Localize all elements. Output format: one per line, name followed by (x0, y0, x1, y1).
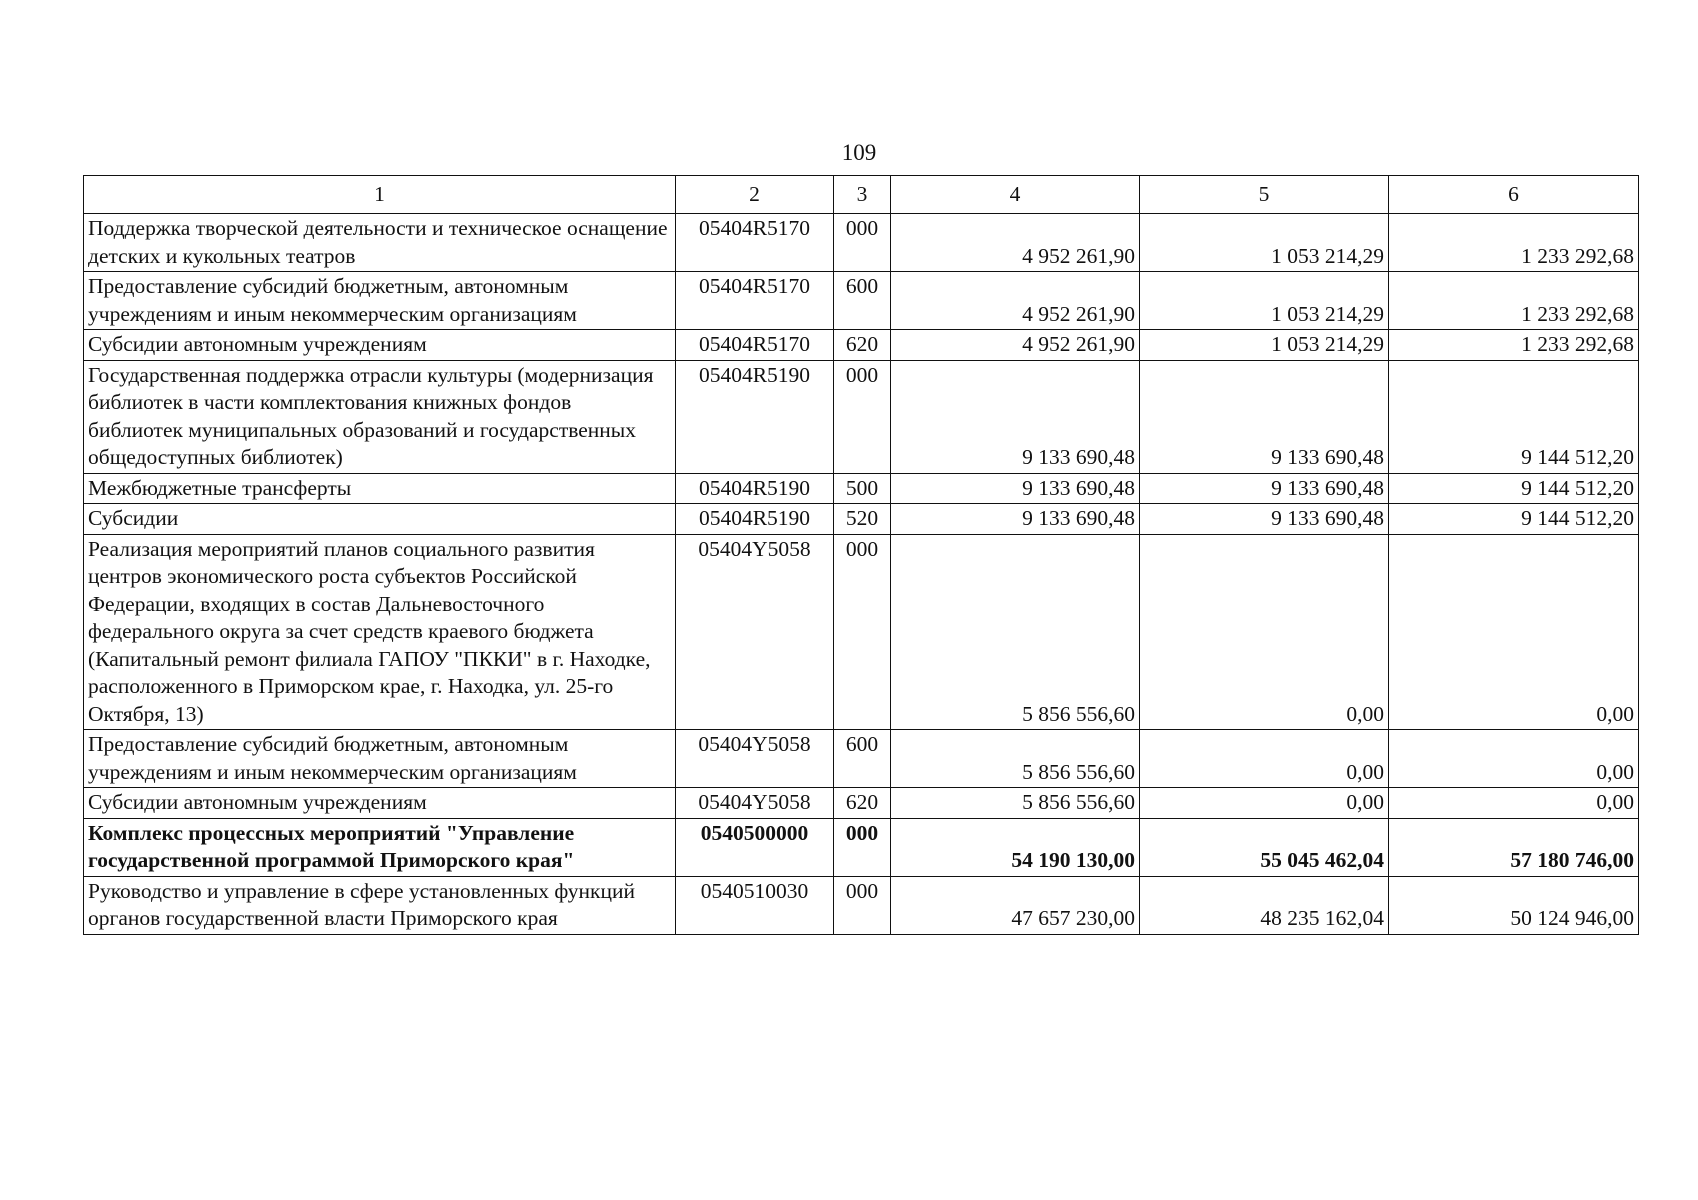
row-amount-col4: 5 856 556,60 (891, 730, 1140, 788)
row-name: Поддержка творческой деятельности и техническое оснащение детских и кукольных театров (84, 214, 676, 272)
row-name: Государственная поддержка отрасли культуры (модернизация библиотек в части комплектования книжных фондов библиотек муниципальных образований и государственных общедоступных библиотек) (84, 360, 676, 473)
table-row (84, 788, 1639, 819)
row-amount-col6: 9 144 512,20 (1389, 473, 1639, 504)
row-amount-col6: 1 233 292,68 (1389, 214, 1639, 272)
page-number: 109 (841, 140, 877, 165)
row-amount-col5: 0,00 (1140, 534, 1389, 730)
table-row-total (84, 818, 1639, 876)
row-amount-col4: 9 133 690,48 (891, 504, 1140, 535)
row-amount-col6: 57 180 746,00 (1389, 818, 1639, 876)
row-name: Субсидии (84, 504, 676, 535)
row-amount-col4: 54 190 130,00 (891, 818, 1140, 876)
row-amount-col4: 5 856 556,60 (891, 788, 1140, 819)
column-header-1: 1 (84, 176, 676, 214)
row-name: Субсидии автономным учреждениям (84, 330, 676, 361)
row-expense-type: 500 (834, 473, 891, 504)
column-header-6: 6 (1389, 176, 1639, 214)
row-amount-col6: 1 233 292,68 (1389, 272, 1639, 330)
table-header-row (84, 176, 1639, 214)
row-name: Предоставление субсидий бюджетным, автономным учреждениям и иным некоммерческим организациям (84, 730, 676, 788)
row-amount-col5: 48 235 162,04 (1140, 876, 1389, 934)
row-amount-col6: 1 233 292,68 (1389, 330, 1639, 361)
table-body (84, 214, 1639, 935)
row-expense-type: 600 (834, 730, 891, 788)
row-code: 0540500000 (676, 818, 834, 876)
table-row (84, 730, 1639, 788)
row-expense-type: 000 (834, 818, 891, 876)
row-amount-col5: 9 133 690,48 (1140, 504, 1389, 535)
table-row (84, 272, 1639, 330)
column-header-5: 5 (1140, 176, 1389, 214)
row-expense-type: 520 (834, 504, 891, 535)
row-name: Реализация мероприятий планов социального развития центров экономического роста субъектов Российской Федерации, входящих в состав Дальневосточного федерального округа за счет средств краевого бюджета (Капитальный ремонт филиала ГАПОУ "ПККИ" в г. Находке, расположенного в Приморском крае, г. Находка, ул. 25-го Октября, 13) (84, 534, 676, 730)
row-amount-col6: 0,00 (1389, 788, 1639, 819)
row-expense-type: 600 (834, 272, 891, 330)
row-code: 05404R5190 (676, 473, 834, 504)
row-code: 0540510030 (676, 876, 834, 934)
table-row (84, 876, 1639, 934)
row-code: 05404R5190 (676, 360, 834, 473)
row-amount-col6: 0,00 (1389, 730, 1639, 788)
row-expense-type: 000 (834, 534, 891, 730)
row-name: Руководство и управление в сфере установленных функций органов государственной власти Приморского края (84, 876, 676, 934)
row-amount-col5: 55 045 462,04 (1140, 818, 1389, 876)
row-expense-type: 000 (834, 876, 891, 934)
column-header-2: 2 (676, 176, 834, 214)
row-code: 05404Y5058 (676, 730, 834, 788)
row-amount-col4: 4 952 261,90 (891, 214, 1140, 272)
row-name: Предоставление субсидий бюджетным, автономным учреждениям и иным некоммерческим организациям (84, 272, 676, 330)
table-row (84, 360, 1639, 473)
row-amount-col5: 0,00 (1140, 730, 1389, 788)
row-expense-type: 620 (834, 330, 891, 361)
row-code: 05404Y5058 (676, 788, 834, 819)
row-name: Межбюджетные трансферты (84, 473, 676, 504)
row-amount-col5: 1 053 214,29 (1140, 214, 1389, 272)
row-amount-col5: 1 053 214,29 (1140, 272, 1389, 330)
row-expense-type: 000 (834, 360, 891, 473)
table-row (84, 534, 1639, 730)
row-amount-col5: 0,00 (1140, 788, 1389, 819)
table-row (84, 473, 1639, 504)
row-code: 05404R5170 (676, 214, 834, 272)
row-expense-type: 620 (834, 788, 891, 819)
row-amount-col5: 9 133 690,48 (1140, 473, 1389, 504)
table-row (84, 214, 1639, 272)
row-amount-col5: 9 133 690,48 (1140, 360, 1389, 473)
row-amount-col6: 9 144 512,20 (1389, 360, 1639, 473)
row-expense-type: 000 (834, 214, 891, 272)
row-amount-col6: 9 144 512,20 (1389, 504, 1639, 535)
row-code: 05404R5170 (676, 330, 834, 361)
row-code: 05404R5190 (676, 504, 834, 535)
row-amount-col6: 50 124 946,00 (1389, 876, 1639, 934)
table-row (84, 504, 1639, 535)
row-amount-col4: 5 856 556,60 (891, 534, 1140, 730)
row-amount-col4: 9 133 690,48 (891, 473, 1140, 504)
row-code: 05404Y5058 (676, 534, 834, 730)
row-name: Комплекс процессных мероприятий "Управление государственной программой Приморского края" (84, 818, 676, 876)
row-name: Субсидии автономным учреждениям (84, 788, 676, 819)
row-amount-col4: 4 952 261,90 (891, 330, 1140, 361)
row-amount-col4: 9 133 690,48 (891, 360, 1140, 473)
table-row (84, 330, 1639, 361)
column-header-4: 4 (891, 176, 1140, 214)
row-amount-col6: 0,00 (1389, 534, 1639, 730)
budget-table (83, 175, 1639, 935)
row-amount-col4: 4 952 261,90 (891, 272, 1140, 330)
row-amount-col4: 47 657 230,00 (891, 876, 1140, 934)
column-header-3: 3 (834, 176, 891, 214)
row-code: 05404R5170 (676, 272, 834, 330)
row-amount-col5: 1 053 214,29 (1140, 330, 1389, 361)
